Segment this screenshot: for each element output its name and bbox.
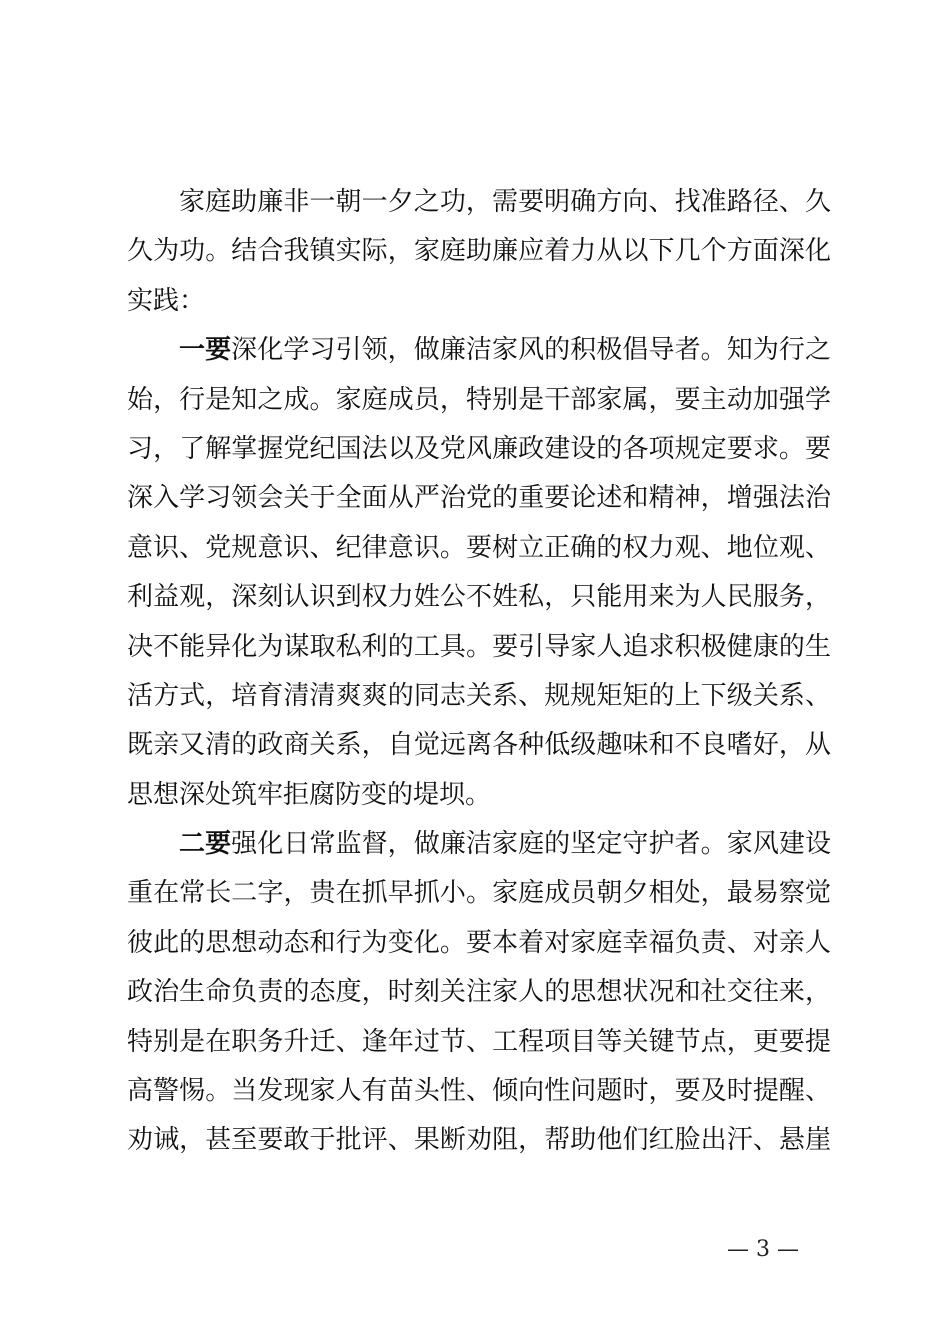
paragraph-2-line-4: [127, 474, 831, 523]
paragraph-1-line-3: [127, 277, 831, 326]
text-line: 家庭助廉非一朝一夕之功，需要明确方向、找准路径、久: [179, 187, 831, 217]
text-line: 思想深处筑牢拒腐防变的堤坝。: [127, 779, 492, 810]
text-line: 重在常长二字，贵在抓早抓小。家庭成员朝夕相处，最易察觉: [127, 878, 831, 909]
paragraph-2-line-7: [127, 623, 831, 672]
text-line: 始，行是知之成。家庭成员，特别是干部家属，要主动加强学: [127, 384, 831, 415]
text-line: 习，了解掌握党纪国法以及党风廉政建设的各项规定要求。要: [127, 433, 831, 464]
paragraph-2-line-3: [127, 425, 831, 474]
text-line: 利益观，深刻认识到权力姓公不姓私，只能用来为人民服务，: [127, 582, 831, 613]
text-line: 深入学习领会关于全面从严治党的重要论述和精神，增强法治: [127, 483, 831, 514]
paragraph-1-line-1: [127, 178, 831, 227]
paragraph-1-line-2: [127, 227, 831, 276]
paragraph-3-line-3: [127, 919, 831, 968]
paragraph-3-line-1: [127, 820, 831, 869]
text-line: 劝诫，甚至要敢于批评、果断劝阻，帮助他们红脸出汗、悬崖: [127, 1125, 831, 1156]
paragraph-lead-heading: 一要: [179, 335, 232, 366]
paragraph-2-line-1: [127, 326, 831, 375]
text-line: 高警惕。当发现家人有苗头性、倾向性问题时，要及时提醒、: [127, 1076, 831, 1107]
text-line: 活方式，培育清清爽爽的同志关系、规规矩矩的上下级关系、: [127, 680, 831, 711]
paragraph-2-line-2: [127, 376, 831, 425]
paragraph-3-line-5: [127, 1018, 831, 1067]
paragraph-3-line-4: [127, 968, 831, 1017]
paragraph-3-line-7: [127, 1116, 831, 1165]
paragraph-2-line-10: [127, 771, 831, 820]
text-line: 意识、党规意识、纪律意识。要树立正确的权力观、地位观、: [127, 532, 831, 563]
page-number: — 3 —: [727, 1237, 799, 1262]
text-line: 政治生命负责的态度，时刻关注家人的思想状况和社交往来，: [127, 977, 831, 1008]
text-line: 彼此的思想动态和行为变化。要本着对家庭幸福负责、对亲人: [127, 927, 831, 958]
body-text: [127, 178, 831, 1166]
text-line: 深化学习引领，做廉洁家风的积极倡导者。知为行之: [231, 335, 831, 366]
paragraph-2-line-9: [127, 721, 831, 770]
paragraph-2-line-8: [127, 672, 831, 721]
paragraph-3-line-2: [127, 869, 831, 918]
paragraph-2-line-5: [127, 524, 831, 573]
paragraph-lead-heading: 二要: [179, 829, 232, 860]
text-line: 实践：: [127, 285, 206, 316]
text-line: 特别是在职务升迁、逢年过节、工程项目等关键节点，更要提: [127, 1026, 831, 1057]
paragraph-2-line-6: [127, 573, 831, 622]
text-line: 强化日常监督，做廉洁家庭的坚定守护者。家风建设: [231, 829, 831, 860]
text-line: 久为功。结合我镇实际，家庭助廉应着力从以下几个方面深化: [127, 236, 831, 267]
text-line: 既亲又清的政商关系，自觉远离各种低级趣味和不良嗜好，从: [127, 730, 831, 761]
paragraph-3-line-6: [127, 1067, 831, 1116]
text-line: 决不能异化为谋取私利的工具。要引导家人追求积极健康的生: [127, 631, 831, 662]
